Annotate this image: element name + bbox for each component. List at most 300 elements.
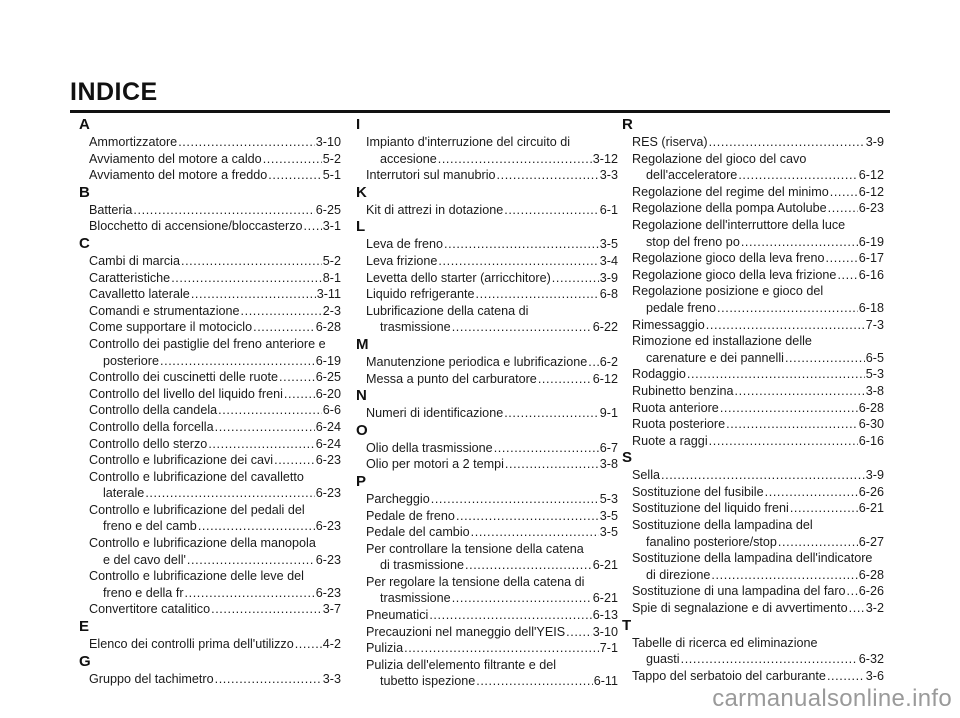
page-number: 6-23 — [858, 201, 884, 216]
index-entry[interactable] — [622, 184, 884, 201]
dot-leader — [830, 184, 858, 201]
section-letter: K — [356, 183, 367, 201]
index-entry[interactable] — [622, 668, 884, 685]
page-number: 3-6 — [865, 668, 884, 683]
page-number: 6-26 — [858, 484, 884, 499]
entry-text: Regolazione posizione e gioco del — [632, 284, 824, 299]
entry-text: Caratteristiche — [89, 270, 171, 285]
entry-text: Spie di segnalazione e di avvertimento — [632, 601, 848, 616]
page-number: 6-7 — [599, 440, 618, 455]
dot-leader — [191, 286, 316, 303]
index-entry[interactable] — [79, 386, 341, 403]
page-number: 6-28 — [315, 320, 341, 335]
entry-text: Levetta dello starter (arricchitore) — [366, 270, 551, 285]
page-number: 6-23 — [315, 585, 341, 600]
dot-leader — [471, 524, 599, 541]
index-entry[interactable] — [622, 283, 884, 316]
dot-leader — [785, 350, 865, 367]
dot-leader — [765, 484, 858, 501]
entry-text: Blocchetto di accensione/bloccasterzo — [89, 219, 303, 234]
entry-text: di trasmissione — [380, 558, 464, 573]
section-letter: R — [622, 116, 633, 133]
section-letter: P — [356, 472, 367, 490]
dot-leader — [552, 270, 599, 287]
dot-leader — [735, 383, 865, 400]
entry-text: Pulizia — [366, 641, 404, 656]
entry-text: Pulizia dell'elemento filtrante e del — [366, 657, 557, 672]
index-entry[interactable] — [622, 267, 884, 284]
entry-text: trasmissione — [380, 320, 451, 335]
entry-text: Batteria — [89, 202, 133, 217]
dot-leader — [741, 234, 858, 251]
entry-text: Regolazione dell'interruttore della luce — [632, 217, 846, 232]
dot-leader — [778, 534, 858, 551]
dot-leader — [211, 601, 322, 618]
index-entry[interactable] — [622, 433, 884, 450]
entry-text: Sostituzione della lampadina dell'indicatore — [632, 551, 873, 566]
page-number: 6-28 — [858, 567, 884, 582]
index-entry[interactable] — [79, 568, 341, 601]
entry-text: Ammortizzatore — [89, 135, 178, 149]
dot-leader — [706, 317, 865, 334]
dot-leader — [215, 671, 322, 688]
dot-leader — [218, 402, 322, 419]
dot-leader — [494, 440, 599, 457]
dot-leader — [456, 508, 599, 525]
entry-text: RES (riserva) — [632, 135, 708, 149]
dot-leader — [404, 640, 599, 657]
entry-text: trasmissione — [380, 591, 451, 606]
dot-leader — [284, 386, 315, 403]
section-letter: S — [622, 449, 633, 467]
page-number: 6-28 — [858, 400, 884, 415]
page-number: 3-9 — [599, 270, 618, 285]
dot-leader — [711, 567, 857, 584]
page-number: 6-19 — [858, 234, 884, 249]
dot-leader — [709, 433, 858, 450]
dot-leader — [145, 485, 314, 502]
section-letter: E — [79, 618, 90, 636]
index-entry[interactable] — [356, 303, 618, 336]
entry-text: Controllo e lubrificazione del cavalletto — [89, 469, 304, 484]
dot-leader — [208, 436, 314, 453]
dot-leader — [588, 354, 599, 371]
entry-text: Ruote a raggi — [632, 433, 708, 448]
page-number: 6-20 — [315, 386, 341, 401]
index-entry[interactable] — [79, 436, 341, 453]
entry-text: Ruota posteriore — [632, 417, 726, 432]
dot-leader — [790, 500, 858, 517]
entry-text: Sella — [632, 468, 661, 483]
index-entry[interactable] — [79, 419, 341, 436]
index-entry[interactable] — [622, 366, 884, 383]
page-number: 6-32 — [858, 652, 884, 667]
index-section — [79, 184, 341, 235]
index-entry[interactable] — [79, 286, 341, 303]
page-number: 5-1 — [322, 168, 341, 183]
entry-text: freno e della fr — [103, 585, 184, 600]
page-number: 6-12 — [858, 184, 884, 199]
dot-leader — [304, 218, 322, 235]
dot-leader — [826, 250, 858, 267]
page-number: 6-5 — [865, 350, 884, 365]
index-entry[interactable] — [356, 253, 618, 270]
index-entry[interactable] — [356, 440, 618, 457]
index-entry[interactable] — [79, 303, 341, 320]
dot-leader — [181, 253, 322, 270]
dot-leader — [504, 202, 599, 219]
entry-text: Pedale del cambio — [366, 525, 470, 540]
dot-leader — [476, 286, 599, 303]
index-section — [356, 336, 618, 387]
entry-text: Comandi e strumentazione — [89, 303, 240, 318]
page-number: 3-10 — [592, 624, 618, 639]
page-number: 5-3 — [599, 491, 618, 506]
index-entry[interactable] — [622, 383, 884, 400]
page-number: 6-1 — [599, 202, 618, 217]
index-section — [79, 235, 341, 618]
dot-leader — [215, 419, 315, 436]
page-number: 6-16 — [858, 433, 884, 448]
index-entry[interactable] — [79, 253, 341, 270]
entry-text: Controllo della candela — [89, 403, 218, 418]
page-number: 6-23 — [315, 519, 341, 534]
entry-text: dell'acceleratore — [646, 168, 738, 183]
dot-leader — [241, 303, 322, 320]
index-section — [356, 218, 618, 336]
dot-leader — [476, 673, 592, 690]
entry-text: Parcheggio — [366, 491, 430, 506]
page-number: 6-12 — [858, 168, 884, 183]
index-section — [79, 653, 341, 688]
index-entry[interactable] — [356, 508, 618, 525]
entry-text: Gruppo del tachimetro — [89, 671, 214, 686]
section-letter: L — [356, 218, 366, 236]
dot-leader — [837, 267, 857, 284]
entry-text: Convertitore catalitico — [89, 602, 211, 617]
page-number: 6-21 — [592, 558, 618, 573]
entry-text: Rimozione ed installazione delle — [632, 334, 812, 349]
index-entry[interactable] — [622, 134, 884, 151]
page-number: 6-23 — [315, 486, 341, 501]
page-number: 4-2 — [322, 637, 341, 652]
index-entry[interactable] — [622, 484, 884, 501]
entry-text: di direzione — [646, 567, 711, 582]
page-number: 3-4 — [599, 253, 618, 268]
entry-text: Regolazione gioco della leva frizione — [632, 267, 837, 282]
page-number: 3-5 — [599, 237, 618, 252]
dot-leader — [827, 668, 865, 685]
dot-leader — [444, 236, 599, 253]
dot-leader — [133, 202, 314, 219]
dot-leader — [198, 518, 315, 535]
index-entry[interactable] — [356, 541, 618, 574]
index-entry[interactable] — [622, 317, 884, 334]
entry-text: laterale — [103, 486, 145, 501]
entry-text: Kit di attrezi in dotazione — [366, 202, 504, 217]
index-entry[interactable] — [79, 151, 341, 168]
dot-leader — [178, 134, 315, 151]
dot-leader — [687, 366, 865, 383]
index-entry[interactable] — [356, 270, 618, 287]
index-entry[interactable] — [356, 405, 618, 422]
dot-leader — [661, 467, 865, 484]
entry-text: Per controllare la tensione della catena — [366, 541, 584, 556]
index-entry[interactable] — [622, 635, 884, 668]
page-number: 7-1 — [599, 641, 618, 656]
page-number: 3-12 — [592, 151, 618, 166]
page-number: 3-1 — [322, 219, 341, 234]
index-column-3 — [622, 116, 884, 684]
dot-leader — [465, 557, 592, 574]
dot-leader — [295, 636, 322, 653]
dot-leader — [429, 607, 591, 624]
page-number: 3-11 — [316, 287, 341, 302]
entry-text: Sostituzione della lampadina del — [632, 518, 813, 533]
index-entry[interactable] — [79, 452, 341, 469]
index-entry[interactable] — [622, 250, 884, 267]
entry-text: Controllo e lubrificazione delle leve del — [89, 569, 304, 584]
page-number: 8-1 — [322, 270, 341, 285]
dot-leader — [431, 491, 599, 508]
page-number: 6-21 — [592, 591, 618, 606]
page-number: 3-2 — [865, 601, 884, 616]
section-letter: I — [356, 116, 361, 133]
index-entry[interactable] — [79, 319, 341, 336]
entry-text: Rimessaggio — [632, 317, 705, 332]
entry-text: Controllo dello sterzo — [89, 436, 208, 451]
page-number: 5-3 — [865, 367, 884, 382]
entry-text: Leva frizione — [366, 253, 438, 268]
index-entry[interactable] — [622, 583, 884, 600]
index-column-2 — [356, 116, 618, 690]
index-entry[interactable] — [622, 217, 884, 250]
page-number: 5-2 — [322, 253, 341, 268]
index-entry[interactable] — [79, 402, 341, 419]
entry-text: Rodaggio — [632, 367, 686, 382]
page-number: 3-9 — [865, 468, 884, 483]
dot-leader — [538, 371, 592, 388]
index-entry[interactable] — [79, 336, 341, 369]
dot-leader — [849, 600, 865, 617]
entry-text: carenature e dei pannelli — [646, 350, 784, 365]
page-number: 3-5 — [599, 508, 618, 523]
index-entry[interactable] — [356, 371, 618, 388]
entry-text: pedale freno — [646, 300, 717, 315]
index-entry[interactable] — [79, 535, 341, 568]
entry-text: Controllo dei cuscinetti delle ruote — [89, 370, 279, 385]
page-number: 6-24 — [315, 419, 341, 434]
page-number: 6-23 — [315, 552, 341, 567]
page-number: 3-8 — [865, 383, 884, 398]
index-section — [356, 184, 618, 219]
index-entry[interactable] — [356, 624, 618, 641]
watermark: carmanualsonline.info — [712, 685, 952, 712]
section-letter: B — [79, 183, 90, 201]
dot-leader — [274, 452, 315, 469]
entry-text: Cambi di marcia — [89, 253, 180, 268]
index-entry[interactable] — [356, 354, 618, 371]
page-number: 6-2 — [599, 354, 618, 369]
entry-text: Impianto d'interruzione del circuito di — [366, 135, 571, 149]
entry-text: Controllo e lubrificazione della manopola — [89, 536, 316, 551]
entry-text: Avviamento del motore a caldo — [89, 151, 262, 166]
index-section — [622, 116, 884, 449]
entry-text: Sostituzione del liquido freni — [632, 501, 789, 516]
entry-text: stop del freno po — [646, 234, 740, 249]
dot-leader — [504, 405, 599, 422]
title-underline — [70, 110, 890, 113]
section-letter: T — [622, 616, 632, 634]
dot-leader — [709, 134, 865, 151]
page-number: 6-11 — [593, 674, 618, 689]
index-entry[interactable] — [622, 200, 884, 217]
dot-leader — [726, 416, 858, 433]
page-number: 5-2 — [322, 151, 341, 166]
index-entry[interactable] — [356, 202, 618, 219]
dot-leader — [828, 200, 858, 217]
page-number: 6-21 — [858, 501, 884, 516]
index-column-1 — [79, 116, 341, 687]
entry-text: Tabelle di ricerca ed eliminazione — [632, 635, 818, 650]
page-number: 9-1 — [599, 406, 618, 421]
index-entry[interactable] — [622, 517, 884, 550]
page-number: 6-25 — [315, 370, 341, 385]
index-entry[interactable] — [79, 134, 341, 151]
page-number: 6-18 — [858, 300, 884, 315]
dot-leader — [452, 319, 592, 336]
index-entry[interactable] — [356, 607, 618, 624]
index-entry[interactable] — [356, 491, 618, 508]
entry-text: Controllo del livello del liquido freni — [89, 386, 283, 401]
entry-text: Cavalletto laterale — [89, 287, 190, 302]
entry-text: Tappo del serbatoio del carburante — [632, 668, 826, 683]
index-section — [79, 618, 341, 653]
page-number: 2-3 — [322, 303, 341, 318]
index-entry[interactable] — [356, 574, 618, 607]
entry-text: Come supportare il motociclo — [89, 320, 253, 335]
index-entry[interactable] — [356, 286, 618, 303]
entry-text: Lubrificazione della catena di — [366, 303, 529, 318]
index-entry[interactable] — [622, 416, 884, 433]
section-letter: M — [356, 335, 369, 353]
dot-leader — [720, 400, 858, 417]
page-number: 6-19 — [315, 353, 341, 368]
index-entry[interactable] — [622, 333, 884, 366]
entry-text: Interrutori sul manubrio — [366, 168, 496, 183]
entry-text: Leva de freno — [366, 237, 444, 252]
index-entry[interactable] — [79, 218, 341, 235]
dot-leader — [438, 151, 592, 168]
entry-text: Messa a punto del carburatore — [366, 371, 537, 386]
index-entry[interactable] — [79, 167, 341, 184]
entry-text: Avviamento del motore a freddo — [89, 168, 268, 183]
entry-text: Controllo e lubrificazione del pedali del — [89, 502, 305, 517]
section-letter: G — [79, 652, 91, 670]
index-entry[interactable] — [356, 167, 618, 184]
page-number: 6-25 — [315, 202, 341, 217]
entry-text: tubetto ispezione — [380, 674, 476, 689]
index-entry[interactable] — [79, 469, 341, 502]
page-number: 3-3 — [599, 168, 618, 183]
page-number: 6-24 — [315, 436, 341, 451]
page-number: 6-13 — [592, 608, 618, 623]
index-entry[interactable] — [79, 369, 341, 386]
entry-text: accesione — [380, 151, 437, 166]
entry-text: Sostituzione del fusibile — [632, 484, 764, 499]
index-section — [356, 387, 618, 422]
entry-text: fanalino posteriore/stop — [646, 534, 777, 549]
section-letter: C — [79, 234, 90, 252]
entry-text: Regolazione della pompa Autolube — [632, 201, 827, 216]
dot-leader — [847, 583, 858, 600]
entry-text: Regolazione del regime del minimo — [632, 184, 829, 199]
page-number: 3-7 — [322, 602, 341, 617]
entry-text: Manutenzione periodica e lubrificazione — [366, 354, 588, 369]
entry-text: posteriore — [103, 353, 160, 368]
page-number: 6-23 — [315, 453, 341, 468]
entry-text: Precauzioni nel maneggio dell'YEIS — [366, 624, 566, 639]
entry-text: Olio della trasmissione — [366, 440, 493, 455]
entry-text: Controllo della forcella — [89, 419, 214, 434]
index-entry[interactable] — [356, 456, 618, 473]
dot-leader — [279, 369, 315, 386]
index-entry[interactable] — [622, 151, 884, 184]
entry-text: guasti — [646, 652, 680, 667]
dot-leader — [171, 270, 322, 287]
index-entry[interactable] — [79, 270, 341, 287]
page-number: 3-3 — [322, 671, 341, 686]
page-number: 3-8 — [599, 457, 618, 472]
entry-text: Regolazione gioco della leva freno — [632, 251, 825, 266]
page-number: 7-3 — [865, 317, 884, 332]
page-number: 3-9 — [865, 135, 884, 149]
dot-leader — [160, 353, 315, 370]
index-entry[interactable] — [622, 600, 884, 617]
page-number: 6-6 — [322, 403, 341, 418]
index-entry[interactable] — [79, 671, 341, 688]
index-entry[interactable] — [356, 134, 618, 167]
index-entry[interactable] — [622, 500, 884, 517]
dot-leader — [263, 151, 322, 168]
index-entry[interactable] — [356, 524, 618, 541]
index-entry[interactable] — [622, 550, 884, 583]
index-entry[interactable] — [356, 236, 618, 253]
entry-text: freno e del camb — [103, 519, 197, 534]
section-letter: A — [79, 116, 90, 133]
entry-text: Rubinetto benzina — [632, 383, 734, 398]
section-letter: N — [356, 387, 367, 405]
entry-text: Ruota anteriore — [632, 400, 719, 415]
entry-text: Liquido refrigerante — [366, 287, 475, 302]
index-entry[interactable] — [356, 657, 618, 690]
index-entry[interactable] — [79, 636, 341, 653]
index-entry[interactable] — [79, 502, 341, 535]
index-entry[interactable] — [622, 467, 884, 484]
index-entry[interactable] — [356, 640, 618, 657]
dot-leader — [505, 456, 599, 473]
entry-text: Pedale de freno — [366, 508, 455, 523]
entry-text: Elenco dei controlli prima dell'utilizzo — [89, 637, 294, 652]
index-entry[interactable] — [79, 601, 341, 618]
page-title: INDICE — [70, 78, 158, 106]
entry-text: Pneumatici — [366, 608, 429, 623]
index-entry[interactable] — [79, 202, 341, 219]
page-number: 3-10 — [315, 135, 341, 149]
entry-text: Per regolare la tensione della catena di — [366, 574, 585, 589]
index-entry[interactable] — [622, 400, 884, 417]
index-section — [622, 617, 884, 685]
